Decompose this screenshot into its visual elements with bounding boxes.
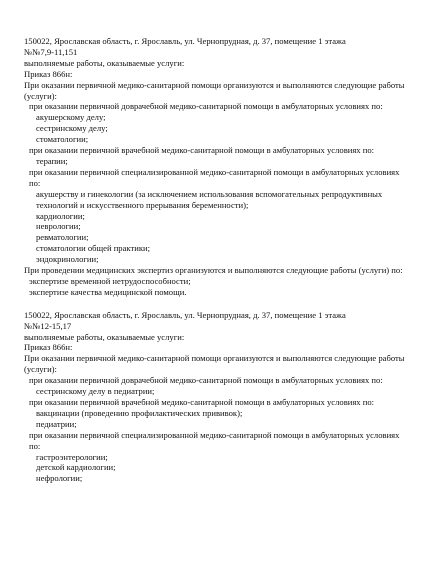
list-item: вакцинации (проведению профилактических прививок); xyxy=(36,407,243,418)
list-item: нефрологии; xyxy=(36,473,83,484)
list-item: стоматологии общей практики; xyxy=(36,243,150,254)
services-heading: выполняемые работы, оказываемые услуги: xyxy=(24,57,185,68)
list-item: стоматологии; xyxy=(36,134,89,145)
section-title: при оказании первичной специализированной медико-санитарной помощи в амбулаторных условиях по: xyxy=(29,166,400,188)
section-title: при оказании первичной врачебной медико-санитарной помощи в амбулаторных условиях по: xyxy=(29,397,375,407)
order-reference: Приказ 866н: xyxy=(24,342,73,353)
list-item: неврологии; xyxy=(36,221,81,232)
order-reference: Приказ 866н: xyxy=(24,68,73,79)
license-block-1 xyxy=(24,36,410,298)
room-numbers: №№7,9-11,151 xyxy=(24,46,78,57)
section-title: при оказании первичной доврачебной медико-санитарной помощи в амбулаторных условиях по: xyxy=(29,101,383,112)
list-item: акушерству и гинекологии (за исключением использования вспомогательных репродуктивных технологий и искусственного прерывания беременности); xyxy=(36,188,383,210)
license-block-2 xyxy=(24,310,410,485)
list-item: акушерскому делу; xyxy=(36,112,106,123)
list-item: ревматологии; xyxy=(36,232,89,243)
section-title: при оказании первичной врачебной медико-санитарной помощи в амбулаторных условиях по: xyxy=(29,145,375,156)
list-item: сестринскому делу; xyxy=(36,123,108,134)
list-item: сестринскому делу в педиатрии; xyxy=(36,386,155,397)
expertise-intro: При проведении медицинских экспертиз организуются и выполняются следующие работы (услуги) по: xyxy=(24,265,403,276)
list-item: экспертизе качества медицинской помощи. xyxy=(29,286,187,297)
list-item: гастроэнтерологии; xyxy=(36,451,108,462)
block-separator xyxy=(24,298,410,310)
list-item: педиатрии; xyxy=(36,418,77,429)
address-line: 150022, Ярославская область, г. Ярославль, ул. Чернопрудная, д. 37, помещение 1 этажа xyxy=(24,36,346,46)
services-heading: выполняемые работы, оказываемые услуги: xyxy=(24,331,185,342)
list-item: детской кардиологии; xyxy=(36,462,116,473)
section-title: при оказании первичной доврачебной медико-санитарной помощи в амбулаторных условиях по: xyxy=(29,375,383,386)
room-numbers: №№12-15,17 xyxy=(24,320,72,331)
list-item: эндокринологии; xyxy=(36,254,99,265)
primary-care-intro: При оказании первичной медико-санитарной помощи организуются и выполняются следующие работы (услуги): xyxy=(24,79,405,101)
primary-care-intro: При оказании первичной медико-санитарной помощи организуются и выполняются следующие работы (услуги): xyxy=(24,353,405,375)
section-title: при оказании первичной специализированной медико-санитарной помощи в амбулаторных условиях по: xyxy=(29,429,400,451)
list-item: терапии; xyxy=(36,155,68,166)
address-line: 150022, Ярославская область, г. Ярославль, ул. Чернопрудная, д. 37, помещение 1 этажа xyxy=(24,309,346,320)
list-item: экспертизе временной нетрудоспособности; xyxy=(29,275,191,286)
list-item: кардиологии; xyxy=(36,210,85,221)
